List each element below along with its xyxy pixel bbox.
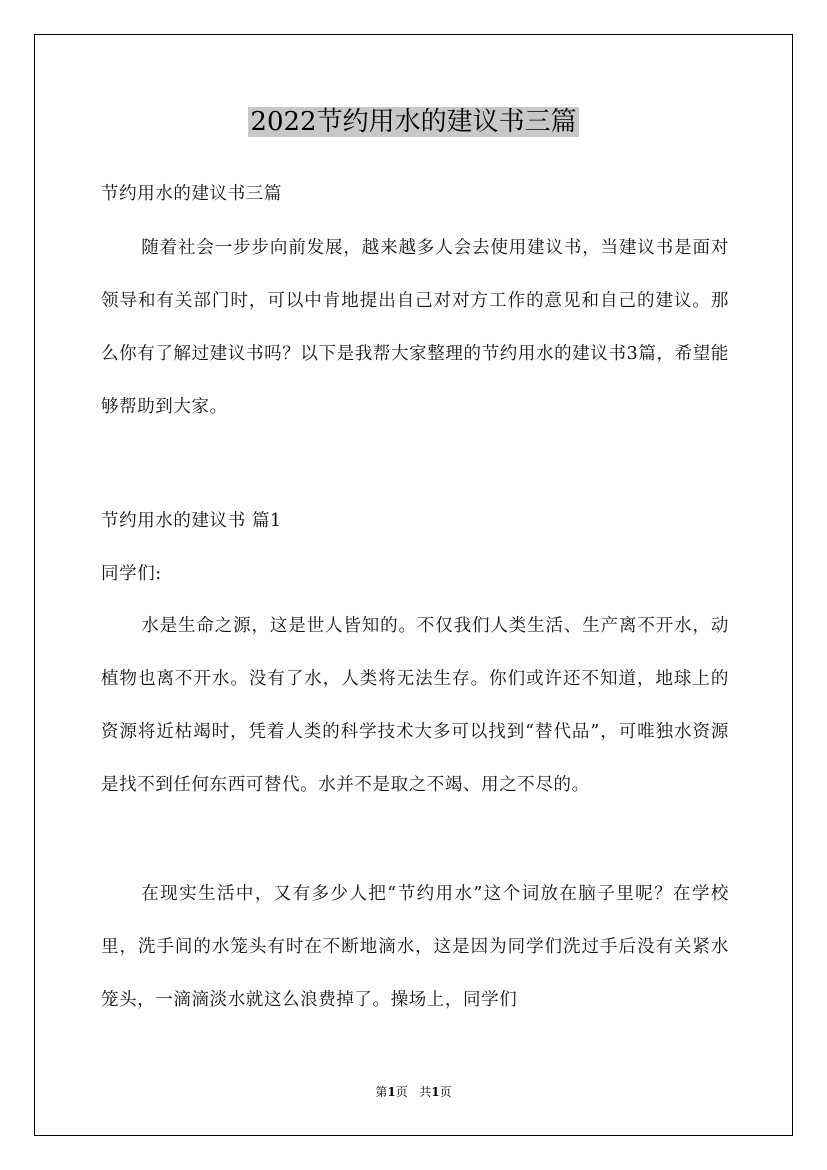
section-heading: 节约用水的建议书 篇1: [101, 511, 282, 531]
total-suffix: 页: [439, 1085, 452, 1099]
page-suffix: 页: [395, 1085, 408, 1099]
document-title: [0, 102, 827, 142]
body-paragraph-1: 水是生命之源，这是世人皆知的。不仅我们人类生活、生产离不开水，动植物也离不开水。没有了水，人类将无法生存。你们或许还不知道，地球上的资源将近枯竭时，凭着人类的科学技术大多可以找到“替代品”，可唯独水资源是找不到任何东西可替代。水并不是取之不竭、用之不尽的。: [101, 616, 729, 795]
total-pages: 1: [431, 1085, 440, 1099]
page-prefix: 第: [375, 1085, 388, 1099]
page-footer: [0, 1083, 827, 1100]
document-title-text: 2022节约用水的建议书三篇: [250, 107, 577, 137]
salutation: 同学们:: [101, 564, 162, 584]
body-paragraph-2: 在现实生活中，又有多少人把“节约用水”这个词放在脑子里呢？在学校里，洗手间的水笼头有时在不断地滴水，这是因为同学们洗过手后没有关紧水笼头，一滴滴淡水就这么浪费掉了。操场上，同学们: [101, 884, 729, 1010]
page-number: 1: [387, 1085, 396, 1099]
total-prefix: 共: [419, 1085, 432, 1099]
intro-paragraph: 随着社会一步步向前发展，越来越多人会去使用建议书，当建议书是面对领导和有关部门时，可以中肯地提出自己对对方工作的意见和自己的建议。那么你有了解过建议书吗？以下是我帮大家整理的节约用水的建议书3篇，希望能够帮助到大家。: [101, 238, 729, 417]
document-subtitle: 节约用水的建议书三篇: [101, 184, 282, 204]
